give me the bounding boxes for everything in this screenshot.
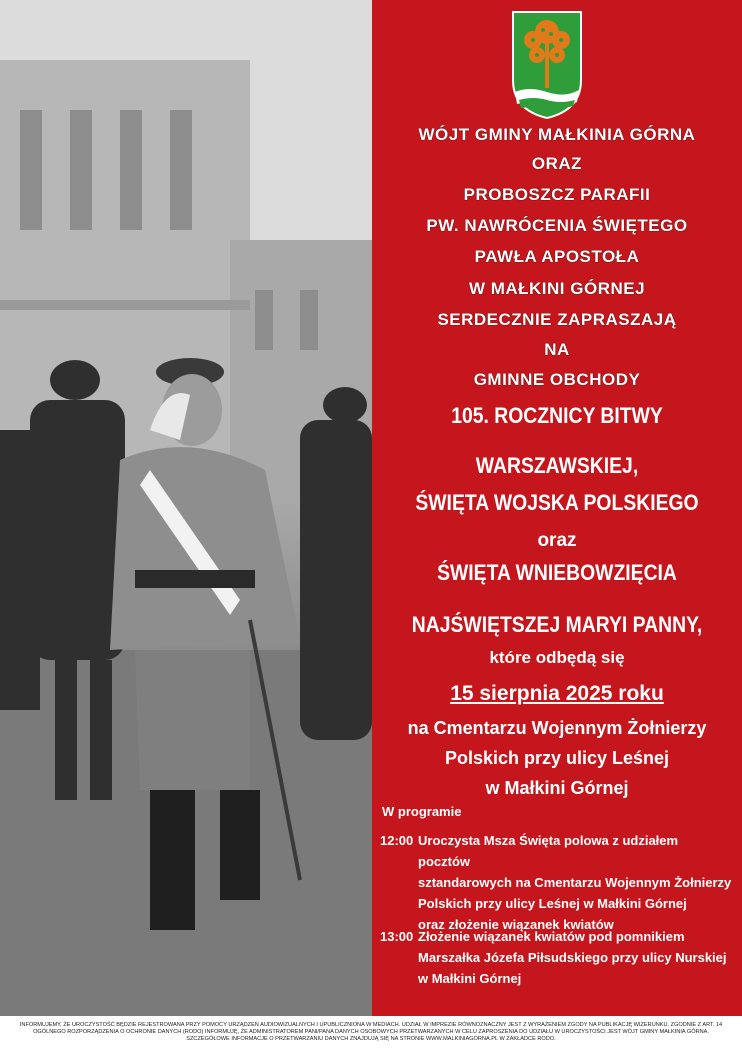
header-line-8: NA	[544, 340, 570, 359]
program-item-1-line-3: Polskich przy ulicy Leśnej w Małkini Górnej	[418, 896, 687, 911]
program-item-2-text	[418, 926, 733, 989]
header-line-9: GMINNE OBCHODY	[473, 370, 641, 389]
historical-photo	[0, 0, 372, 1016]
program-item-2-line-2: Marszałka Józefa Piłsudskiego przy ulicy Nurskiej	[418, 950, 727, 965]
program-item-1-line-1: Uroczysta Msza Święta polowa z udziałem pocztów	[418, 833, 679, 869]
program-item-2-line-3: w Małkini Górnej	[418, 971, 522, 986]
event-conjunction: oraz	[537, 530, 577, 551]
program-item-2	[380, 926, 733, 989]
program-item-2-line-1: Złożenie wiązanek kwiatów pod pomnikiem	[418, 929, 685, 944]
program-item-1-line-4: oraz złożenie wiązanek kwiatów	[418, 917, 614, 932]
event-place-line-2: Polskich przy ulicy Leśnej	[444, 748, 670, 768]
event-title-line-5: NAJŚWIĘTSZEJ MARYI PANNY,	[411, 612, 703, 637]
event-title-line-2: WARSZAWSKIEJ,	[475, 453, 639, 478]
event-title-line-3: ŚWIĘTA WOJSKA POLSKIEGO	[415, 490, 699, 515]
program-item-1-line-2: sztandarowych na Cmentarzu Wojennym Żołnierzy	[418, 875, 732, 890]
header-line-7: SERDECZNIE ZAPRASZAJĄ	[437, 310, 677, 329]
header-line-2: ORAZ	[531, 154, 583, 173]
disclaimer-line-2: OGÓLNEGO ROZPORZĄDZENIA O OCHRONIE DANYCH (RODO) INFORMUJĘ, ŻE ADMINISTRATOREM PANI/PANA DANYCH OSOBOWYCH PRZETWARZANYCH W CELU ZAPROSZENIA DO UDZIAŁU W UROCZYSTOŚCI JEST WÓJT GMINY MAŁKINIA GÓRNA.	[33, 1029, 709, 1035]
event-title-line-1: 105. ROCZNICY BITWY	[451, 403, 663, 428]
event-place-line-3: w Małkini Górnej	[485, 778, 629, 798]
event-title-line-4: ŚWIĘTA WNIEBOWZIĘCIA	[437, 560, 677, 585]
rodo-disclaimer	[4, 1022, 738, 1043]
program-label: W programie	[382, 804, 462, 819]
coat-of-arms-logo	[511, 10, 583, 120]
program-item-2-time: 13:00	[380, 929, 414, 944]
disclaimer-line-3: SZCZEGÓŁOWE INFORMACJE O PRZETWARZANIU DANYCH ZNAJDUJĄ SIĘ NA STRONIE WWW.MALKINIAGORNA.PL W ZAKŁADCE RODO.	[186, 1036, 556, 1042]
disclaimer-line-1: INFORMUJEMY, ŻE UROCZYSTOŚĆ BĘDZIE REJESTROWANA PRZY POMOCY URZĄDZEŃ AUDIOWIZUALNYCH I UPUBLICZNIONA W MEDIACH. UDZIAŁ W IMPREZIE RÓWNOZNACZNY JEST Z WYRAŻENIEM ZGODY NA PUBLIKACJĘ WIZERUNKU. ZGODNIE Z ART. 14	[19, 1022, 723, 1028]
header-line-4: PW. NAWRÓCENIA ŚWIĘTEGO	[426, 216, 688, 235]
header-line-6: W MAŁKINI GÓRNEJ	[468, 279, 646, 298]
invitation-panel	[372, 0, 742, 1016]
program-item-1	[380, 830, 733, 935]
event-which: które odbędą się	[489, 648, 625, 667]
photo-illustration	[0, 0, 372, 1016]
event-date: 15 sierpnia 2025 roku	[450, 682, 664, 705]
header-line-1: WÓJT GMINY MAŁKINIA GÓRNA	[418, 125, 696, 144]
event-place-line-1: na Cmentarzu Wojennym Żołnierzy	[407, 718, 707, 738]
header-line-3: PROBOSZCZ PARAFII	[463, 185, 651, 204]
program-item-1-time: 12:00	[380, 833, 414, 848]
program-item-1-text	[418, 830, 733, 935]
header-line-5: PAWŁA APOSTOŁA	[474, 247, 640, 266]
